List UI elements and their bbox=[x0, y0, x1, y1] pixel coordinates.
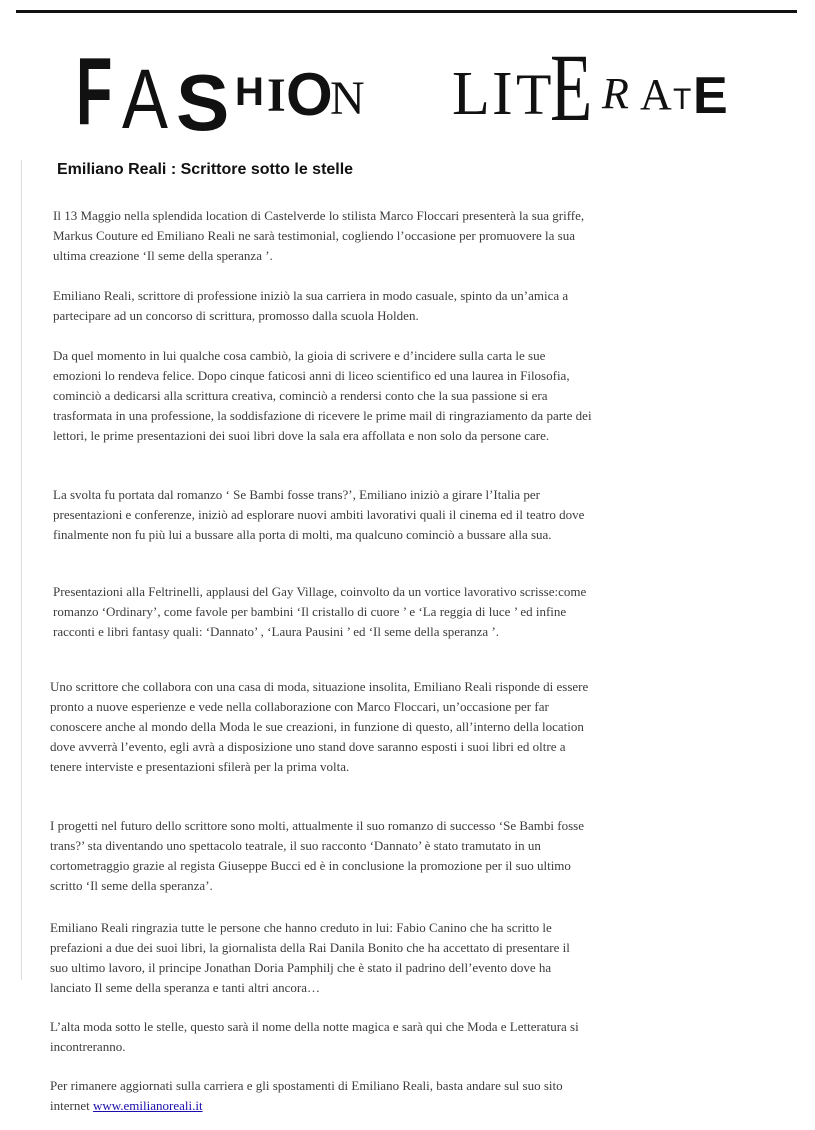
left-margin-rule bbox=[21, 160, 22, 980]
website-link[interactable]: www.emilianoreali.it bbox=[92, 1098, 203, 1113]
article-paragraph: Il 13 Maggio nella splendida location di Castelverde lo stilista Marco Floccari presenterà la sua griffe, Markus Couture ed Emiliano Reali ne sarà testimonial, cogliendo l’occasione per promuovere la sua ultima creazione ‘Il seme della speranza ’. bbox=[53, 208, 585, 263]
top-rule bbox=[16, 10, 797, 13]
logo-letter: S bbox=[176, 58, 230, 147]
logo-letter: A bbox=[122, 52, 168, 146]
article-paragraph: La svolta fu portata dal romanzo ‘ Se Bambi fosse trans?’, Emiliano iniziò a girare l’Italia per presentazioni e conferenze, iniziò ad esplorare nuovi ambiti lavorativi quali il cinema ed il teatro dove finalmente non fu più lui a bussare alla porta di molti, ma qualcuno cominciò a bussare alla sua. bbox=[53, 487, 585, 542]
article-paragraph: Presentazioni alla Feltrinelli, applausi del Gay Village, coinvolto da un vortice lavorativo scrisse:come romanzo ‘Ordinary’, come favole per bambini ‘Il cristallo di cuore ’ e ‘La reggia di luce ’ ed infine racconti e libri fantasy quali: ‘Dannato’ , ‘Laura Pausini ’ ed ‘Il seme della speranza ’. bbox=[53, 584, 587, 639]
logo-letter: A bbox=[640, 70, 672, 119]
closing-paragraph bbox=[50, 1076, 590, 1116]
masthead-logo bbox=[74, 34, 744, 147]
logo-letter: L bbox=[452, 60, 490, 128]
article-paragraph: L’alta moda sotto le stelle, questo sarà il nome della notte magica e sarà qui che Moda e Letteratura si incontreranno. bbox=[50, 1019, 579, 1054]
logo-letter: I bbox=[492, 60, 513, 128]
article-paragraph: Uno scrittore che collabora con una casa di moda, situazione insolita, Emiliano Reali risponde di essere pronto a nuove esperienze e vede nella collaborazione con Marco Floccari, un’occasione per far conoscere anche al mondo della Moda le sue creazioni, in funzione di questo, all’interno della location dove avverrà l’evento, egli avrà a disposizione uno stand dove saranno esposti i suoi libri ed oltre a tenere interviste e presentazioni sfilerà per la prima volta. bbox=[50, 679, 589, 774]
closing-text: Per rimanere aggiornati sulla carriera e gli spostamenti di Emiliano Reali, basta andare sul suo sito internet bbox=[50, 1078, 563, 1113]
article-title: Emiliano Reali : Scrittore sotto le stelle bbox=[57, 161, 354, 178]
logo-letter: T bbox=[516, 62, 552, 127]
article-paragraph: Da quel momento in lui qualche cosa cambiò, la gioia di scrivere e d’incidere sulla carta le sue emozioni lo rendeva felice. Dopo cinque faticosi anni di liceo scientifico ed una laurea in Filosofia, cominciò a dedicarsi alla scrittura creativa, cominciò a rendersi conto che la sua passione si era trasformata in una professione, la soddisfazione di ricevere le prime mail di ringraziamento da parte dei lettori, le prime presentazioni dei suoi libri dove la sala era affollata e non solo da persone care. bbox=[53, 348, 592, 443]
logo-letter: E bbox=[550, 34, 593, 141]
article-paragraph: Emiliano Reali ringrazia tutte le persone che hanno creduto in lui: Fabio Canino che ha scritto le prefazioni a due dei suoi libri, la giornalista della Rai Danila Bonito che ha accettato di presentare il suo ultimo lavoro, il principe Jonathan Doria Pamphilj che è stato il padrino dell’evento dove ha lanciato Il seme della speranza e tanti altri ancora… bbox=[50, 920, 570, 995]
logo-letter: I bbox=[267, 69, 286, 122]
logo-letter: F bbox=[76, 38, 113, 145]
logo-letter: R bbox=[602, 69, 629, 118]
logo-letter: T bbox=[673, 83, 692, 116]
logo-letter: O bbox=[286, 61, 333, 128]
logo-letter: E bbox=[693, 67, 728, 125]
article-paragraph: I progetti nel futuro dello scrittore sono molti, attualmente il suo romanzo di successo ‘Se Bambi fosse trans?’ sta diventando uno spettacolo teatrale, il suo racconto ‘Dannato’ è stato tramutato in un cortometraggio grazie al regista Giuseppe Bucci ed è in conclusione la promozione per il suo ultimo scritto ‘Il seme della speranza’. bbox=[50, 818, 584, 893]
logo-letter: H bbox=[235, 70, 264, 114]
logo-letter: N bbox=[330, 72, 365, 125]
article-paragraph: Emiliano Reali, scrittore di professione iniziò la sua carriera in modo casuale, spinto da un’amica a partecipare ad un concorso di scrittura, promosso dalla scuola Holden. bbox=[53, 288, 569, 323]
